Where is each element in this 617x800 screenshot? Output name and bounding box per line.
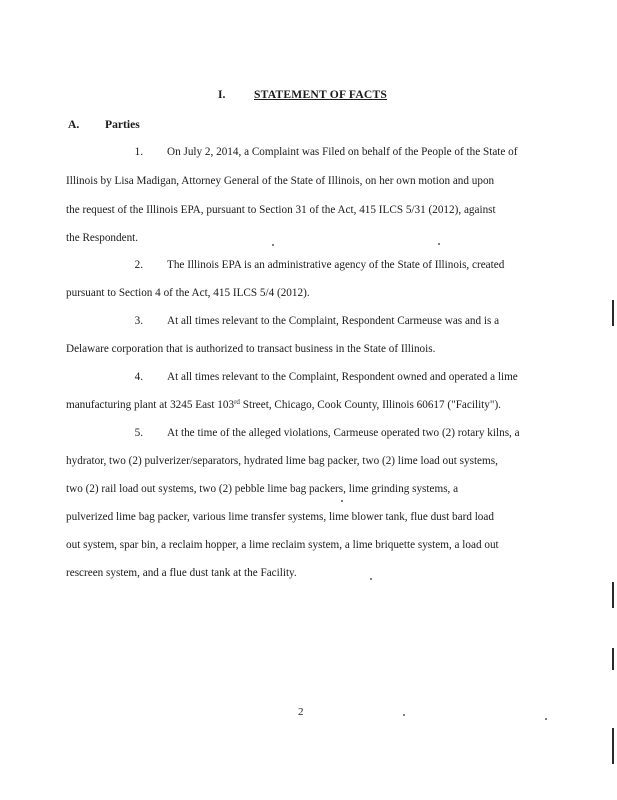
paragraph-text: At the time of the alleged violations, Carmeuse operated two (2) rotary kilns, a — [167, 427, 520, 439]
paragraph-text: On July 2, 2014, a Complaint was Filed on behalf of the People of the State of — [167, 146, 518, 158]
paragraph-number: 1. — [134, 146, 143, 158]
paragraph-line — [66, 426, 520, 440]
paragraph-line — [66, 314, 499, 328]
paragraph-line: pulverized lime bag packer, various lime transfer systems, lime blower tank, flue dust bard load — [66, 511, 494, 523]
section-number: I. — [218, 88, 226, 101]
scan-margin-mark — [612, 582, 614, 608]
paragraph-line: the Respondent. — [66, 232, 139, 244]
paragraph-text: manufacturing plant at 3245 East 103 — [66, 399, 235, 411]
paragraph-line: rescreen system, and a flue dust tank at the Facility. — [66, 567, 297, 579]
paragraph-line — [66, 258, 504, 272]
scan-margin-mark — [612, 300, 614, 326]
paragraph-line — [66, 370, 518, 384]
paragraph-line: the request of the Illinois EPA, pursuant to Section 31 of the Act, 415 ILCS 5/31 (2012), against — [66, 204, 496, 216]
scan-speck — [438, 243, 440, 245]
paragraph-line: two (2) rail load out systems, two (2) pebble lime bag packers, lime grinding systems, a — [66, 483, 459, 495]
paragraph-line: out system, spar bin, a reclaim hopper, a lime reclaim system, a lime briquette system, a load out — [66, 539, 499, 551]
scan-speck — [341, 500, 343, 502]
paragraph-text: Street, Chicago, Cook County, Illinois 60617 ("Facility"). — [239, 399, 501, 411]
section-title: STATEMENT OF FACTS — [254, 88, 388, 101]
paragraph-text: At all times relevant to the Complaint, Respondent Carmeuse was and is a — [167, 315, 500, 327]
paragraph-line: Delaware corporation that is authorized to transact business in the State of Illinois. — [66, 343, 436, 355]
scan-speck — [272, 244, 274, 246]
paragraph-line: pursuant to Section 4 of the Act, 415 ILCS 5/4 (2012). — [66, 287, 310, 299]
subsection-label: Parties — [105, 118, 140, 131]
paragraph-number: 4. — [134, 371, 143, 383]
paragraph-line — [66, 398, 501, 412]
paragraph-line: Illinois by Lisa Madigan, Attorney General of the State of Illinois, on her own motion and upon — [66, 175, 495, 187]
page-number: 2 — [298, 706, 304, 718]
paragraph-number: 3. — [134, 315, 143, 327]
scan-speck — [403, 714, 405, 716]
paragraph-number: 2. — [134, 259, 143, 271]
scan-margin-mark — [612, 728, 614, 764]
paragraph-line: hydrator, two (2) pulverizer/separators, hydrated lime bag packer, two (2) lime load out systems, — [66, 455, 498, 467]
paragraph-number: 5. — [134, 427, 143, 439]
paragraph-text: At all times relevant to the Complaint, Respondent owned and operated a lime — [167, 371, 518, 383]
paragraph-text: The Illinois EPA is an administrative agency of the State of Illinois, created — [167, 259, 505, 271]
subsection-letter: A. — [68, 118, 80, 131]
scan-speck — [370, 578, 372, 580]
scan-speck — [545, 718, 547, 720]
scan-margin-mark — [612, 648, 614, 670]
paragraph-line — [66, 145, 517, 159]
ordinal-suffix: rd — [234, 398, 240, 406]
